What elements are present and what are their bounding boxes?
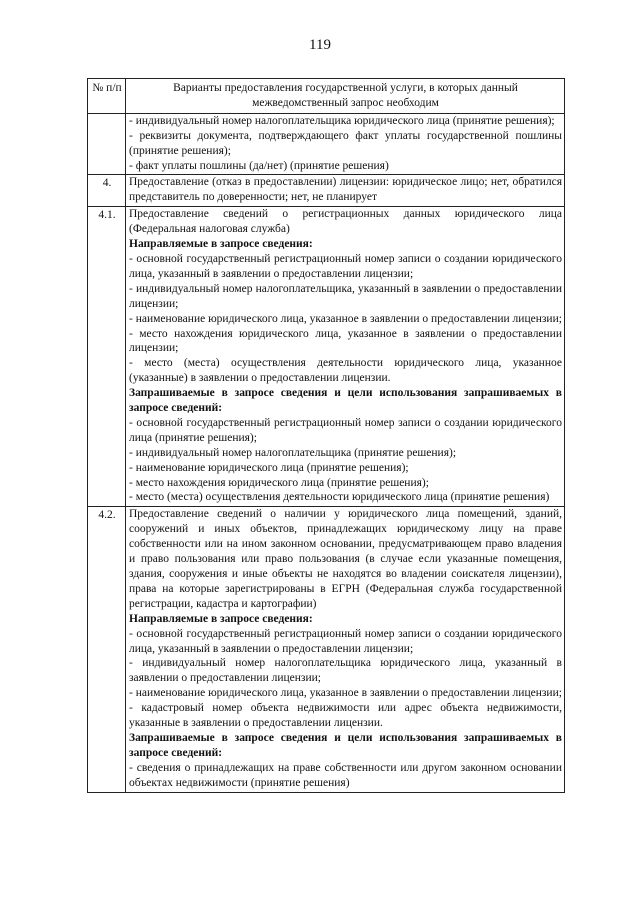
row-description — [126, 175, 565, 207]
section-heading: Направляемые в запросе сведения: — [129, 238, 313, 251]
table-body — [88, 113, 565, 792]
table-row — [88, 175, 565, 207]
table-row — [88, 207, 565, 507]
section-heading: Запрашиваемые в запросе сведения и цели использования запрашиваемых в запросе сведений: — [129, 387, 562, 415]
list-item: - индивидуальный номер налогоплательщика, указанный в заявлении о предоставлении лицензии; — [129, 282, 562, 310]
table-row — [88, 507, 565, 792]
row-number: 4. — [88, 175, 126, 207]
list-item: - основной государственный регистрационный номер записи о создании юридического лица (принятие решения); — [129, 416, 562, 444]
list-item: Предоставление сведений о регистрационных данных юридического лица (Федеральная налоговая служба) — [129, 208, 562, 236]
list-item: - место (места) осуществления деятельности юридического лица (принятие решения) — [129, 491, 550, 504]
list-item: - наименование юридического лица (принятие решения); — [129, 461, 409, 474]
row-number: 4.1. — [88, 207, 126, 507]
list-item: Предоставление (отказ в предоставлении) лицензии: юридическое лицо; нет, обратился представитель по доверенности; нет, не планирует — [129, 176, 562, 204]
page-number: 119 — [309, 37, 331, 53]
list-item: - место нахождения юридического лица, указанное в заявлении о предоставлении лицензии; — [129, 327, 562, 355]
list-item: - место (места) осуществления деятельности юридического лица, указанное (указанные) в заявлении о предоставлении лицензии. — [129, 357, 562, 385]
section-heading: Запрашиваемые в запросе сведения и цели использования запрашиваемых в запросе сведений: — [129, 731, 562, 759]
list-item: - кадастровый номер объекта недвижимости или адрес объекта недвижимости, указанные в заявлении о предоставлении лицензии. — [129, 702, 562, 730]
table-row — [88, 113, 565, 175]
interagency-request-table — [87, 78, 565, 793]
list-item: - основной государственный регистрационный номер записи о создании юридического лица, указанный в заявлении о предоставлении лицензии; — [129, 627, 562, 655]
row-number — [88, 113, 126, 175]
list-item: - место нахождения юридического лица (принятие решения); — [129, 476, 429, 489]
table-header-row — [88, 79, 565, 114]
row-description — [126, 507, 565, 792]
list-item: - сведения о принадлежащих на праве собственности или другом законном основании объектах недвижимости (принятие решения) — [129, 761, 562, 789]
list-item: - реквизиты документа, подтверждающего факт уплаты государственной пошлины (принятие решения); — [129, 129, 562, 157]
list-item: - наименование юридического лица, указанное в заявлении о предоставлении лицензии; — [129, 312, 562, 325]
list-item: - наименование юридического лица, указанное в заявлении о предоставлении лицензии; — [129, 687, 562, 700]
list-item: - индивидуальный номер налогоплательщика юридического лица, указанный в заявлении о предоставлении лицензии; — [129, 657, 562, 685]
list-item: - факт уплаты пошлины (да/нет) (принятие решения) — [129, 159, 389, 172]
row-description — [126, 113, 565, 175]
header-num: № п/п — [88, 79, 126, 114]
list-item: - индивидуальный номер налогоплательщика (принятие решения); — [129, 446, 457, 459]
list-item: Предоставление сведений о наличии у юридического лица помещений, зданий, сооружений и иных объектов, принадлежащих юридическому лицу на праве собственности или на ином законном основании, предусматривающем право владения и право пользования или право пользования (в случае если указанные помещения, здания, сооружения и иные объекты не находятся во владении соискателя лицензии), права на которые зарегистрированы в ЕГРН (Федеральная служба государственной регистрации, кадастра и картографии) — [129, 508, 562, 610]
row-number: 4.2. — [88, 507, 126, 792]
list-item: - основной государственный регистрационный номер записи о создании юридического лица, указанный в заявлении о предоставлении лицензии; — [129, 252, 562, 280]
row-description — [126, 207, 565, 507]
header-variants: Варианты предоставления государственной услуги, в которых данный межведомственный запрос необходим — [126, 79, 565, 114]
section-heading: Направляемые в запросе сведения: — [129, 612, 313, 625]
list-item: - индивидуальный номер налогоплательщика юридического лица (принятие решения); — [129, 114, 555, 127]
